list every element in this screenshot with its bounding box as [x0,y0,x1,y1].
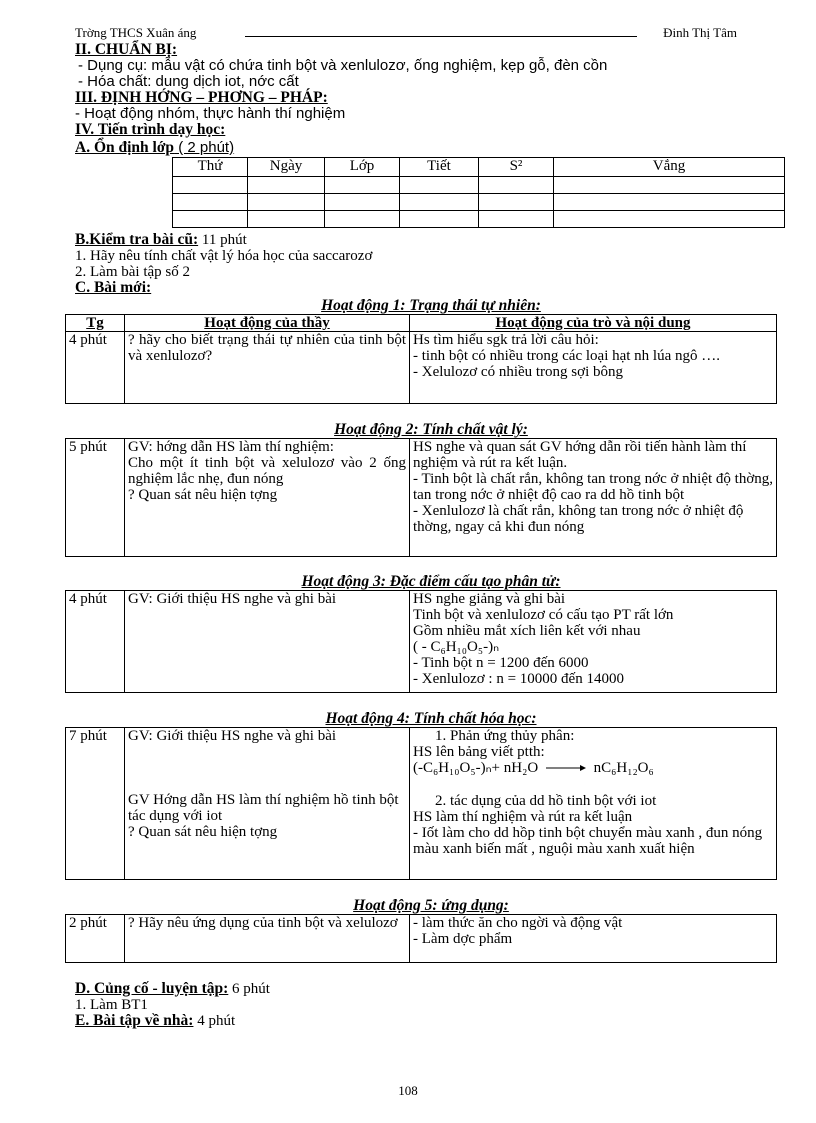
activity-5-title: Hoạt động 5: ứng dụng: [353,897,509,914]
method-heading: III. ĐỊNH HỚNG – PHƠNG – PHÁP: [75,89,328,106]
polymer-formula: ( - C₆H₁₀O₅-)ₙ [413,639,500,655]
activity-4-teacher-line: GV: Giới thiệu HS nghe và ghi bài [128,728,337,744]
att-header-lop: Lớp [325,158,400,177]
section-d-heading: D. Củng cố - luyện tập: [75,980,229,997]
product: nC₆H₁₂O₆ [593,760,654,776]
section-e-line [75,1013,787,1029]
section-a-heading: A. Ổn định lớp [75,139,175,156]
activity-5-student-line: - Làm dợc phẩm [413,931,513,947]
section-e-heading: E. Bài tập về nhà: [75,1012,194,1029]
activity-3-student [410,591,777,693]
table-row [173,211,785,228]
col-time-header: Tg [66,315,125,332]
prep-line-1: - Dụng cụ: mẫu vật có chứa tinh bột và xenlulozơ, ống nghiệm, kẹp gỗ, đèn cồn [78,57,608,74]
section-d-time: 6 phút [228,981,270,997]
att-header-s2: S² [479,158,554,177]
activity-3-student-line: HS nghe giảng và ghi bài [413,591,566,607]
activity-4-student-line: - Iốt làm cho dd hồp tinh bột chuyển màu xanh , đun nóng màu xanh biến mất , nguội màu xanh xuất hiện [413,824,763,857]
activity-2-title: Hoạt động 2: Tính chất vật lý: [334,421,528,438]
reaction-equation [413,760,773,777]
activity-1-time: 4 phút [66,332,125,404]
activity-4-title: Hoạt động 4: Tính chất hóa học: [325,710,537,727]
activity-3-teacher: GV: Giới thiệu HS nghe và ghi bài [125,591,410,693]
section-d-task: 1. Làm BT1 [75,997,148,1013]
activity-1-student-line: - tinh bột có nhiều trong các loại hạt nh lúa ngô …. [413,348,721,364]
page-header [75,22,787,42]
header-rule [245,36,637,37]
activity-1-student-line: Hs tìm hiểu sgk trả lời câu hỏi: [413,332,599,348]
activity-1-teacher: ? hãy cho biết trạng thái tự nhiên của tinh bột và xenlulozơ? [125,332,410,404]
att-header-tiet: Tiết [400,158,479,177]
section-e-time: 4 phút [193,1013,236,1029]
activity-1-student-line: - Xelulozơ có nhiều trong sợi bông [413,364,623,380]
activity-4-student-line: 2. tác dụng của dd hồ tinh bột với iot [435,792,657,809]
activity-2-teacher-line: Cho một ít tinh bột và xelulozơ vào 2 ống nghiệm lắc nhẹ, đun nóng [128,455,406,487]
teacher-name: Đinh Thị Tâm [663,25,737,40]
table-row [173,177,785,194]
section-b-line [75,232,787,248]
activity-3-table [65,590,777,693]
activity-2-teacher-line: ? Quan sát nêu hiện tợng [128,487,278,503]
activity-4-student-line: HS làm thí nghiệm và rút ra kết luận [413,808,633,825]
prep-heading: II. CHUẨN BỊ: [75,41,178,58]
activity-4-table [65,727,777,880]
section-c-heading: C. Bài mới: [75,279,152,296]
method-line: - Hoạt động nhóm, thực hành thí nghiệm [75,105,346,122]
activity-2-teacher-line: GV: hớng dẫn HS làm thí nghiệm: [128,439,334,455]
activity-3-student-line: Gồm nhiều mắt xích liên kết với nhau [413,623,641,639]
activity-4-student-line: HS lên bảng viết ptth: [413,744,545,760]
activity-4-student-line: 1. Phản ứng thủy phân: [435,728,575,744]
activity-3-title: Hoạt động 3: Đặc điểm cấu tạo phân tử: [301,573,561,590]
table-row [173,194,785,211]
school-name: Trờng THCS Xuân áng [75,25,197,40]
activity-3-student-line: Tinh bột và xenlulozơ có cấu tạo PT rất lớn [413,607,674,623]
activity-4-teacher-line: ? Quan sát nêu hiện tợng [128,824,278,840]
activity-5-time: 2 phút [66,915,125,963]
prep-line-2: - Hóa chất: dung dịch iot, nớc cất [78,73,299,90]
activity-4-teacher-line: GV Hớng dẫn HS làm thí nghiệm hồ tinh bột tác dụng với iot [128,792,399,824]
att-header-vang: Vắng [554,158,785,177]
col-teacher-header: Hoạt động của thầy [125,315,410,332]
activity-3-student-line: - Tinh bột n = 1200 đến 6000 [413,655,589,671]
activity-5-table [65,914,777,963]
section-a-line [75,140,787,156]
section-b-heading: B.Kiểm tra bài cũ: [75,231,199,248]
activity-1-student [410,332,777,404]
att-header-thu: Thứ [173,158,248,177]
reactant: (-C₆H₁₀O₅-)ₙ+ nH₂O [413,760,539,776]
activity-5-teacher: ? Hãy nêu ứng dụng của tinh bột và xelulozơ [125,915,410,963]
section-a-time: ( 2 phút) [174,139,235,156]
process-heading: IV. Tiến trình dạy học: [75,121,226,138]
activity-2-time: 5 phút [66,439,125,557]
page-number: 108 [398,1083,418,1098]
reaction-arrow-icon [546,761,586,777]
activity-2-table [65,438,777,557]
activity-4-time: 7 phút [66,728,125,880]
activity-2-student-line: HS nghe và quan sát GV hớng dẫn rồi tiến hành làm thí nghiệm và rút ra kết luận. [413,439,747,471]
section-b-q2: 2. Làm bài tập số 2 [75,264,190,280]
activity-2-student-line: - Tinh bột là chất rắn, không tan trong nớc ở nhiệt độ thờng, tan trong nớc ở nhiệt độ cao ra dd hồ tinh bột [413,471,774,503]
activity-5-student [410,915,777,963]
activity-4-teacher [125,728,410,880]
section-b-time: 11 phút [198,232,247,248]
att-header-ngay: Ngày [248,158,325,177]
activity-3-time: 4 phút [66,591,125,693]
activity-1-title: Hoạt động 1: Trạng thái tự nhiên: [321,297,541,314]
activity-2-student-line: - Xenlulozơ là chất rắn, không tan trong nớc ở nhiệt độ thờng, ngay cả khi đun nóng [413,503,744,535]
activity-3-student-line: - Xenlulozơ : n = 10000 đến 14000 [413,671,624,687]
attendance-table [172,157,785,228]
activity-2-student [410,439,777,557]
activity-5-student-line: - làm thức ăn cho ngời và động vật [413,915,623,931]
section-b-q1: 1. Hãy nêu tính chất vật lý hóa học của saccarozơ [75,248,373,264]
col-student-header: Hoạt động của trò và nội dung [410,315,777,332]
activity-4-student [410,728,777,880]
activity-1-table [65,314,777,404]
page-content [69,22,787,1029]
activity-2-teacher [125,439,410,557]
section-d-line [75,981,787,997]
